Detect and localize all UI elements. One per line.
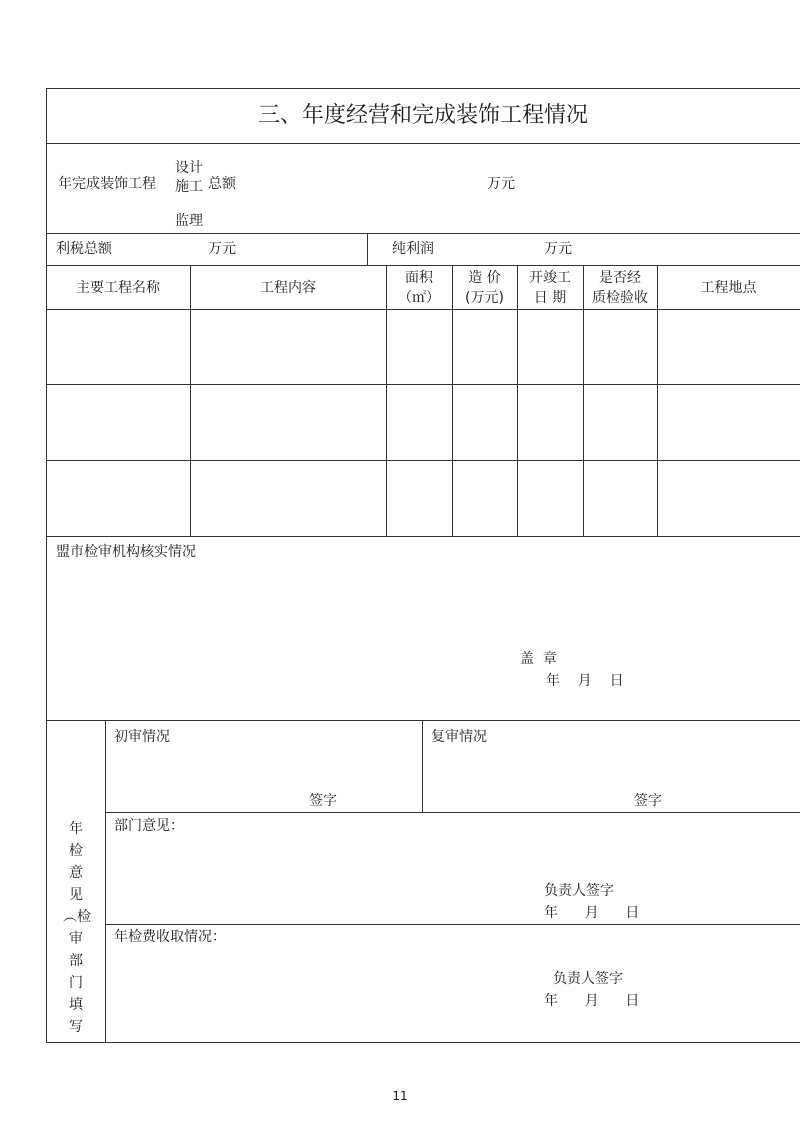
table-top-line [46, 265, 800, 266]
review-bottom-line [105, 812, 800, 813]
page-number: 11 [392, 1089, 408, 1103]
dept-date: 年 月 日 [544, 905, 640, 921]
initial-review-label: 初审情况 [114, 729, 170, 745]
header-cost-line2: (万元) [465, 290, 504, 306]
verification-date: 年 月 日 [546, 673, 624, 689]
tax-profit-divider [367, 233, 368, 265]
dept-bottom-line [105, 924, 800, 925]
tax-total-label: 利税总额 [56, 241, 112, 257]
fee-collection-label: 年检费收取情况： [114, 929, 226, 945]
total-amount-label: 总额 [208, 176, 236, 192]
second-review-sign: 签字 [634, 793, 662, 809]
frame-top-border [46, 88, 800, 89]
dept-opinion-label: 部门意见： [114, 818, 184, 834]
header-area-line1: 面积 [405, 270, 433, 286]
header-project-content: 工程内容 [260, 280, 316, 296]
title-divider [46, 143, 800, 144]
table-row[interactable] [46, 310, 800, 384]
fee-date: 年 月 日 [544, 993, 640, 1009]
tax-total-unit: 万元 [208, 241, 236, 257]
header-inspection-line1: 是否经 [599, 270, 641, 286]
inspection-side-label: 年检意见︵检审部门填写 [63, 821, 91, 1035]
table-bottom-line [46, 536, 800, 537]
initial-review-sign: 签字 [309, 793, 337, 809]
header-dates-line2: 日 期 [533, 290, 567, 306]
annual-unit: 万元 [487, 176, 515, 192]
frame-bottom-border [46, 1042, 800, 1043]
type-construction: 施工 [175, 179, 203, 195]
page-title: 三、年度经营和完成装饰工程情况 [257, 103, 588, 128]
net-profit-label: 纯利润 [392, 241, 434, 257]
table-row[interactable] [46, 461, 800, 536]
header-location: 工程地点 [700, 280, 757, 296]
summary-divider [46, 233, 800, 234]
header-inspection-line2: 质检验收 [592, 290, 648, 306]
header-area-line2: （㎡） [398, 290, 440, 306]
frame-left-border [46, 88, 47, 1043]
header-dates-line1: 开竣工 [529, 270, 571, 286]
verification-divider [46, 720, 800, 721]
table-row[interactable] [46, 385, 800, 460]
net-profit-unit: 万元 [544, 241, 572, 257]
dept-signer-label: 负责人签字 [544, 883, 614, 899]
second-review-label: 复审情况 [431, 729, 487, 745]
header-cost-line1: 造 价 [468, 270, 501, 286]
type-design: 设计 [175, 160, 203, 176]
header-project-name: 主要工程名称 [76, 280, 160, 296]
fee-signer-label: 负责人签字 [553, 971, 623, 987]
verification-seal: 盖 章 [520, 651, 557, 667]
type-supervision: 监理 [175, 213, 203, 229]
review-split-divider [422, 720, 423, 812]
verification-label: 盟市检审机构核实情况 [56, 544, 196, 560]
inspection-side-divider [105, 720, 106, 1042]
annual-completed-label: 年完成装饰工程 [58, 176, 156, 192]
